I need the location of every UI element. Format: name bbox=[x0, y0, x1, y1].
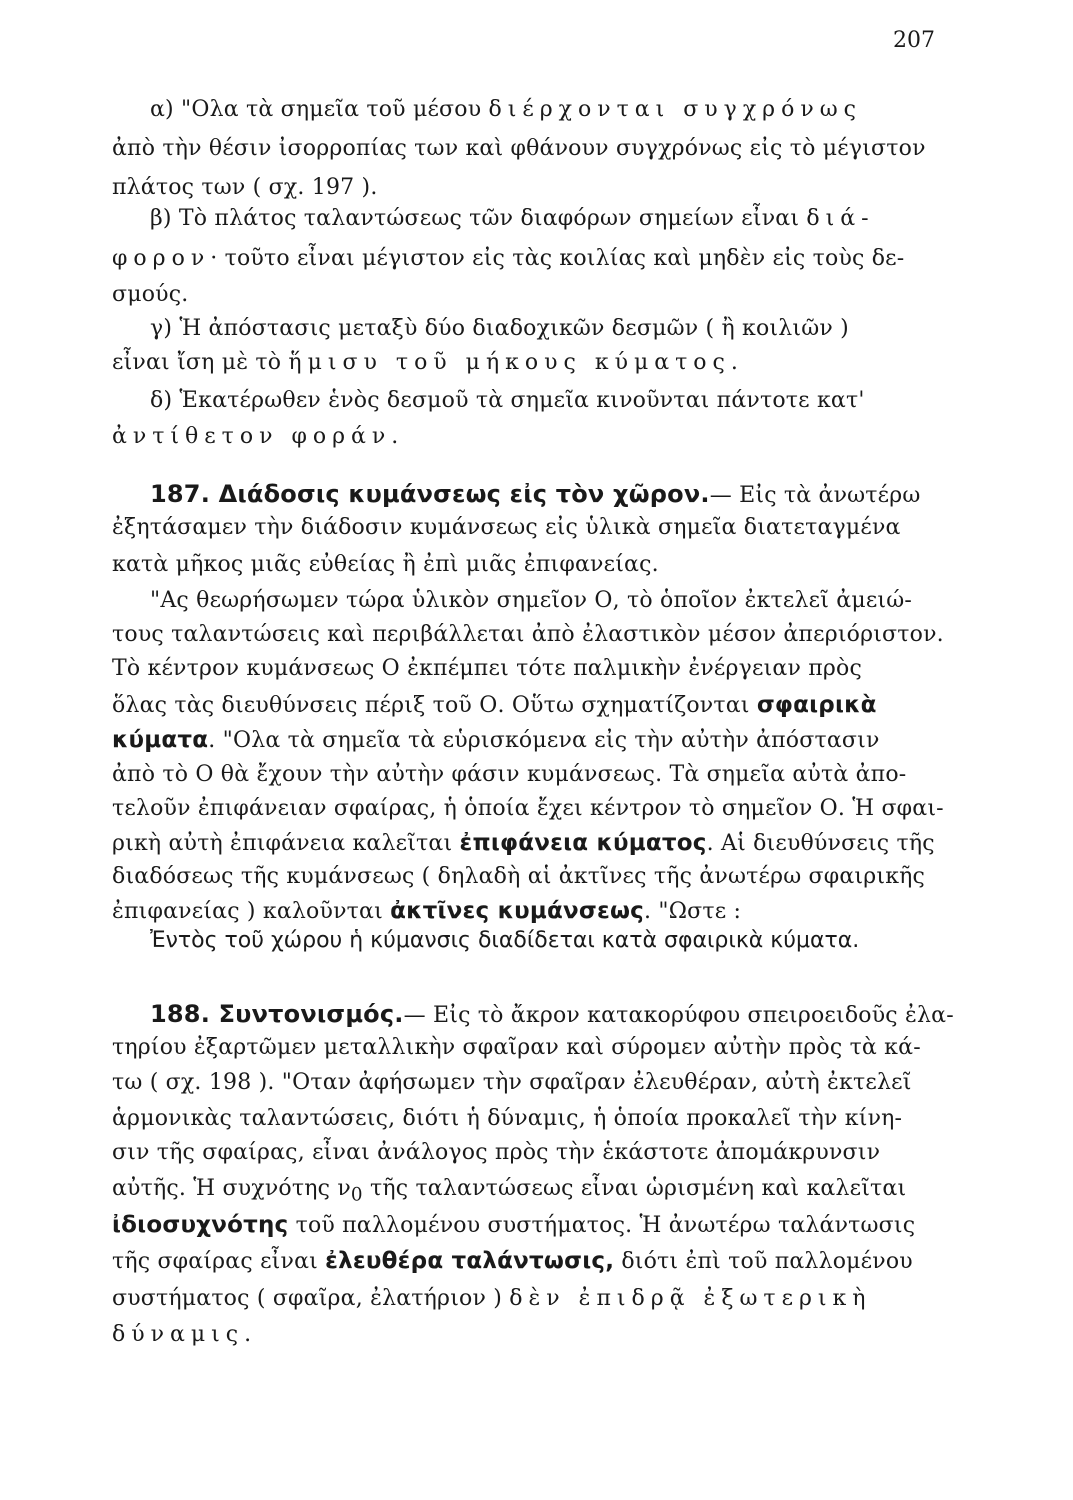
section-188-line-10: δύναμις. bbox=[112, 1322, 258, 1347]
section-188-line-4: ἁρμονικὰς ταλαντώσεις, διότι ἡ δύναμις, ἡ ὁποία προκαλεῖ τὴν κίνη- bbox=[112, 1106, 903, 1131]
section-187-line-2: ἐξητάσαμεν τὴν διάδοσιν κυμάνσεως εἰς ὑλικὰ σημεῖα διατεταγμένα bbox=[112, 515, 901, 540]
beta-line-1: β) Τὸ πλάτος ταλαντώσεως τῶν διαφόρων σημείων εἶναι διά- bbox=[150, 206, 875, 231]
section-188-heading: 188. Συντονισμός. bbox=[150, 1000, 404, 1028]
section-187-line-12: διαδόσεως τῆς κυμάνσεως ( δηλαδὴ αἱ ἀκτῖνες τῆς ἀνωτέρω σφαιρικῆς bbox=[112, 864, 926, 889]
term-wave-rays: ἀκτῖνες κυμάνσεως bbox=[390, 898, 644, 924]
section-188-line-1: 188. Συντονισμός.— Εἰς τὸ ἄκρον κατακορύφου σπειροειδοῦς ἐλα- bbox=[150, 1000, 954, 1028]
section-187-line-5: τους ταλαντώσεις καὶ περιβάλλεται ἀπὸ ἐλαστικὸν μέσον ἀπεριόριστον. bbox=[112, 622, 944, 647]
term-natural-frequency: ἰδιοσυχνότης bbox=[112, 1212, 289, 1238]
page-number: 207 bbox=[893, 28, 935, 53]
delta-line-1: δ) Ἑκατέρωθεν ἑνὸς δεσμοῦ τὰ σημεῖα κινοῦνται πάντοτε κατ' bbox=[150, 388, 865, 413]
section-187-line-1: 187. Διάδοσις κυμάνσεως εἰς τὸν χῶρον.— Εἰς τὰ ἀνωτέρω bbox=[150, 480, 921, 508]
section-187-line-13: ἐπιφανείας ) καλοῦνται ἀκτῖνες κυμάνσεως. "Ωστε : bbox=[112, 898, 742, 924]
section-188-line-5: σιν τῆς σφαίρας, εἶναι ἀνάλογος πρὸς τὴν ἑκάστοτε ἀπομάκρυνσιν bbox=[112, 1140, 881, 1165]
section-188-line-8: τῆς σφαίρας εἶναι ἐλευθέρα ταλάντωσις, διότι ἐπὶ τοῦ παλλομένου bbox=[112, 1248, 913, 1274]
section-188-line-3: τω ( σχ. 198 ). "Οταν ἀφήσωμεν τὴν σφαῖραν ἐλευθέραν, αὐτὴ ἐκτελεῖ bbox=[112, 1070, 912, 1095]
term-free-oscillation: ἐλευθέρα ταλάντωσις, bbox=[325, 1248, 615, 1274]
section-188-line-6: αὐτῆς. Ἡ συχνότης $\nu_0$ τῆς ταλαντώσεως εἶναι ὡρισμένη καὶ καλεῖται bbox=[112, 1176, 907, 1206]
alpha-line-1: α) "Ολα τὰ σημεῖα τοῦ μέσου διέρχονται συγχρόνως bbox=[150, 97, 862, 122]
term-spherical: σφαιρικὰ bbox=[756, 692, 877, 718]
beta-line-3: σμούς. bbox=[112, 282, 189, 307]
gamma-line-1: γ) Ἡ ἀπόστασις μεταξὺ δύο διαδοχικῶν δεσμῶν ( ἢ κοιλιῶν ) bbox=[150, 316, 849, 341]
section-187-line-6: Τὸ κέντρον κυμάνσεως Ο ἐκπέμπει τότε παλμικὴν ἐνέργειαν πρὸς bbox=[112, 656, 863, 681]
section-187-line-11: ρικὴ αὐτὴ ἐπιφάνεια καλεῖται ἐπιφάνεια κύματος. Αἱ διευθύνσεις τῆς bbox=[112, 830, 935, 856]
section-187-line-8: κύματα. "Ολα τὰ σημεῖα τὰ εὑρισκόμενα εἰς τὴν αὐτὴν ἀπόστασιν bbox=[112, 727, 880, 753]
section-188-line-2: τηρίου ἐξαρτῶμεν μεταλλικὴν σφαῖραν καὶ σύρομεν αὐτὴν πρὸς τὰ κά- bbox=[112, 1035, 921, 1060]
alpha-line-2: ἀπὸ τὴν θέσιν ἰσορροπίας των καὶ φθάνουν συγχρόνως εἰς τὸ μέγιστον bbox=[112, 136, 926, 161]
section-187-line-10: τελοῦν ἐπιφάνειαν σφαίρας, ἡ ὁποία ἔχει κέντρον τὸ σημεῖον Ο. Ἡ σφαι- bbox=[112, 796, 944, 821]
section-187-heading: 187. Διάδοσις κυμάνσεως εἰς τὸν χῶρον. bbox=[150, 480, 710, 508]
section-188-line-9: συστήματος ( σφαῖρα, ἐλατήριον ) δὲν ἐπιδρᾷ ἐξωτερικὴ bbox=[112, 1286, 872, 1311]
section-187-line-4: "Ας θεωρήσωμεν τώρα ὑλικὸν σημεῖον Ο, τὸ ὁποῖον ἐκτελεῖ ἀμειώ- bbox=[150, 588, 913, 613]
section-188-line-7: ἰδιοσυχνότης τοῦ παλλομένου συστήματος. Ἡ ἀνωτέρω ταλάντωσις bbox=[112, 1212, 916, 1238]
section-187-line-9: ἀπὸ τὸ Ο θὰ ἔχουν τὴν αὐτὴν φάσιν κυμάνσεως. Τὰ σημεῖα αὐτὰ ἀπο- bbox=[112, 762, 907, 787]
delta-line-2: ἀντίθετον φοράν. bbox=[112, 424, 405, 449]
section-187-line-3: κατὰ μῆκος μιᾶς εὐθείας ἢ ἐπὶ μιᾶς ἐπιφανείας. bbox=[112, 552, 659, 577]
section-187-line-7: ὅλας τὰς διευθύνσεις πέριξ τοῦ Ο. Οὕτω σχηματίζονται σφαιρικὰ bbox=[112, 692, 877, 718]
gamma-line-2: εἶναι ἴση μὲ τὸ ἥμισυ τοῦ μήκους κύματος. bbox=[112, 350, 744, 375]
alpha-line-3: πλάτος των ( σχ. 197 ). bbox=[112, 175, 378, 200]
beta-line-2: φορον· τοῦτο εἶναι μέγιστον εἰς τὰς κοιλίας καὶ μηδὲν εἰς τοὺς δε- bbox=[112, 246, 905, 271]
term-wave-surface: ἐπιφάνεια κύματος bbox=[459, 830, 707, 856]
law-statement: Ἐντὸς τοῦ χώρου ἡ κύμανσις διαδίδεται κατὰ σφαιρικὰ κύματα. bbox=[150, 928, 860, 953]
term-waves: κύματα bbox=[112, 727, 209, 753]
